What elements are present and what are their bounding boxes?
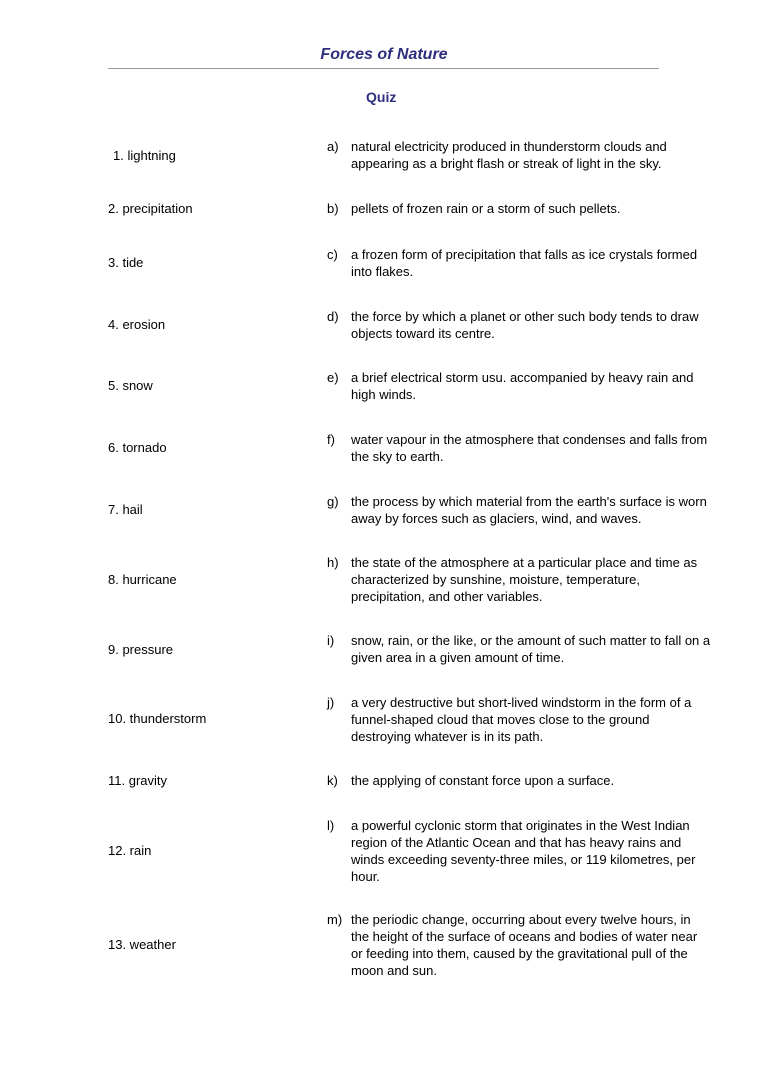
definition-item <box>327 200 712 217</box>
quiz-subtitle: Quiz <box>366 89 397 105</box>
definition-text: water vapour in the atmosphere that condenses and falls from the sky to earth. <box>351 432 708 464</box>
definition-item <box>327 911 712 979</box>
definition-letter: m) <box>327 912 343 927</box>
definition-text: the periodic change, occurring about every twelve hours, in the height of the surface of oceans and bodies of water near or feeding into them, caused by the gravitational pull of the moon and sun. <box>351 912 698 978</box>
term-item: 12. rain <box>108 843 152 858</box>
definition-text: a powerful cyclonic storm that originates in the West Indian region of the Atlantic Ocean and that has heavy rains and winds exceeding seventy-three miles, or 119 kilometres, per hour. <box>351 818 696 884</box>
definition-item <box>327 554 712 605</box>
definition-letter: b) <box>327 201 339 216</box>
definition-item <box>327 632 712 666</box>
term-item: 8. hurricane <box>108 572 177 587</box>
term-item: 6. tornado <box>108 440 167 455</box>
definition-item <box>327 772 712 789</box>
definition-text: a frozen form of precipitation that falls as ice crystals formed into flakes. <box>351 247 698 279</box>
definition-letter: i) <box>327 633 335 648</box>
definition-text: snow, rain, or the like, or the amount of such matter to fall on a given area in a given amount of time. <box>351 633 711 665</box>
definition-text: the process by which material from the earth's surface is worn away by forces such as glaciers, wind, and waves. <box>351 494 707 526</box>
definition-text: the applying of constant force upon a surface. <box>351 773 615 788</box>
term-item: 9. pressure <box>108 642 174 657</box>
term-item: 11. gravity <box>108 773 168 788</box>
definition-item <box>327 493 712 527</box>
term-item: 5. snow <box>108 378 153 393</box>
definition-letter: d) <box>327 309 339 324</box>
definition-text: natural electricity produced in thunderstorm clouds and appearing as a bright flash or streak of light in the sky. <box>351 139 667 171</box>
term-item: 3. tide <box>108 255 144 270</box>
definition-text: a brief electrical storm usu. accompanied by heavy rain and high winds. <box>351 370 694 402</box>
definition-text: a very destructive but short-lived windstorm in the form of a funnel-shaped cloud that moves close to the ground destroying whatever is in its path. <box>351 695 692 744</box>
definition-item <box>327 308 712 342</box>
definition-letter: h) <box>327 555 339 570</box>
definition-item <box>327 694 712 745</box>
term-item: 4. erosion <box>108 317 166 332</box>
definition-item <box>327 246 712 280</box>
definition-item <box>327 431 712 465</box>
definition-letter: e) <box>327 370 339 385</box>
term-item: 2. precipitation <box>108 201 193 216</box>
page-title: Forces of Nature <box>320 46 448 63</box>
definition-text: the state of the atmosphere at a particular place and time as characterized by sunshine, moisture, temperature, precipitation, and other variables. <box>351 555 698 604</box>
definition-text: the force by which a planet or other such body tends to draw objects toward its centre. <box>351 309 699 341</box>
definition-letter: k) <box>327 773 338 788</box>
definition-letter: l) <box>327 818 335 833</box>
definition-letter: c) <box>327 247 338 262</box>
definition-text: pellets of frozen rain or a storm of such pellets. <box>351 201 621 216</box>
definition-letter: a) <box>327 139 339 154</box>
term-item: 7. hail <box>108 502 143 517</box>
definition-letter: f) <box>327 432 335 447</box>
term-item: 1. lightning <box>113 148 176 163</box>
definition-letter: g) <box>327 494 339 509</box>
term-item: 10. thunderstorm <box>108 711 207 726</box>
header-rule <box>108 68 659 69</box>
definition-item <box>327 369 712 403</box>
definition-item <box>327 817 712 885</box>
definition-letter: j) <box>327 695 335 710</box>
term-item: 13. weather <box>108 937 176 952</box>
definition-item <box>327 138 712 172</box>
